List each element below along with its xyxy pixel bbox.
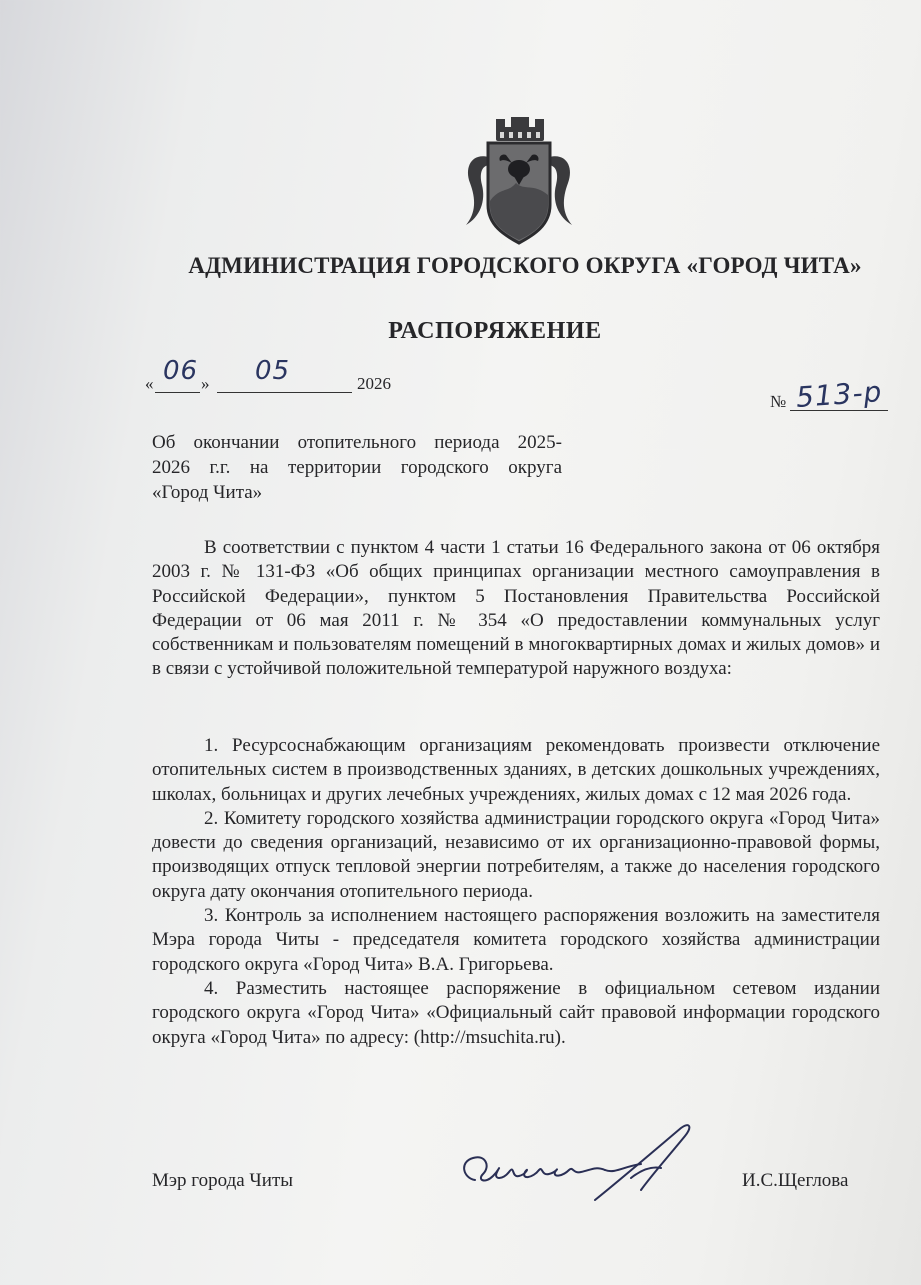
subject-line: Об окончании отопительного периода 2025- [152, 432, 562, 453]
date-day: 06 [163, 356, 199, 386]
preamble-paragraph: В соответствии с пунктом 4 части 1 статьи 16 Федерального закона от 06 октября 2003 г. № 131-ФЗ «Об общих принципах организации местного самоуправления в Российской Федерации», пунктом 5 Постановления Правительства Российской Федерации от 06 мая 2011 г. № 354 «О предоставлении коммунальных услуг собственникам и пользователям помещений в многоквартирных домах и жилых домов» и в связи с устойчивой положительной температурой наружного воздуха: [152, 537, 880, 680]
date-day-underline [155, 392, 200, 393]
handwritten-signature-icon [445, 1120, 715, 1210]
document-subject [152, 430, 562, 505]
preamble-block [152, 536, 880, 682]
order-item: 4. Разместить настоящее распоряжение в официальном сетевом издании городского округа «Город Чита» «Официальный сайт правовой информации городского округа «Город Чита» по адресу: (http://msuchita.ru). [152, 977, 880, 1048]
subject-line: 2026 г.г. на территории городского округа [152, 457, 562, 478]
date-open-quote: « [145, 374, 154, 393]
order-item: 3. Контроль за исполнением настоящего распоряжения возложить на заместителя Мэра города Читы - председателя комитета городского хозяйства администрации городского округа «Город Чита» В.А. Григорьева. [152, 905, 880, 975]
document-number-label: № [770, 392, 787, 411]
document-type-heading: РАСПОРЯЖЕНИЕ [388, 318, 602, 344]
order-items [152, 734, 880, 1050]
order-item: 1. Ресурсоснабжающим организациям рекомендовать произвести отключение отопительных систем в производственных зданиях, в детских дошкольных учреждениях, школах, больницах и других лечебных учреждениях, жилых домах с 12 мая 2026 года. [152, 735, 880, 805]
signer-position: Мэр города Читы [152, 1170, 294, 1191]
organization-title: АДМИНИСТРАЦИЯ ГОРОДСКОГО ОКРУГА «ГОРОД ЧИТА» [188, 253, 862, 278]
coat-of-arms-icon [460, 113, 578, 247]
date-year: 2026 [357, 374, 391, 393]
date-month-underline [217, 392, 352, 393]
date-month: 05 [255, 356, 291, 386]
date-close-quote: » [201, 374, 210, 393]
signer-name: И.С.Щеглова [742, 1170, 849, 1191]
subject-line: «Город Чита» [152, 482, 263, 503]
order-item: 2. Комитету городского хозяйства администрации городского округа «Город Чита» довести до сведения организаций, независимо от их организационно-правовой формы, производящих отпуск тепловой энергии потребителям, а также до населения городского округа дату окончания отопительного периода. [152, 807, 880, 902]
document-number: 513-р [794, 375, 884, 414]
